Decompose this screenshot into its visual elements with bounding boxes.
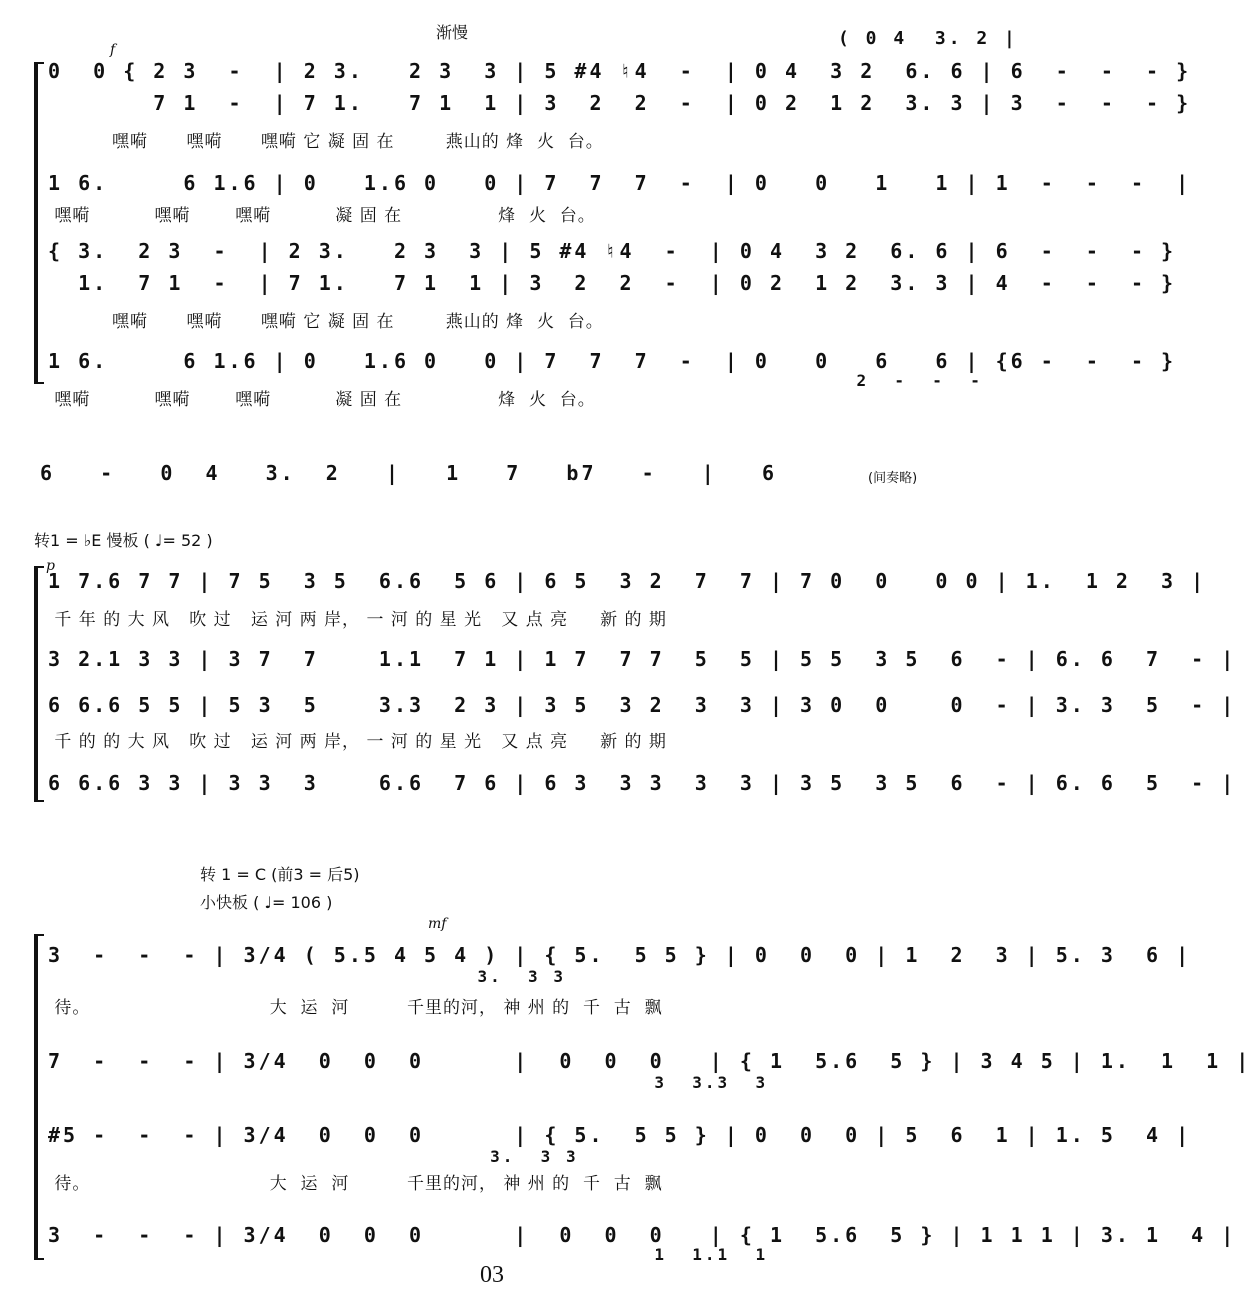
staff-line: 1 1.1 1: [48, 1245, 769, 1264]
staff-line: 1. 7 1 - | 7 1. 7 1 1 | 3 2 2 - | 0 2 1 2 3. 3 | 4 - - - }: [48, 271, 1177, 295]
lyric-line: 嘿嗬 嘿嗬 嘿嗬 凝 固 在 烽 火 台。: [48, 390, 596, 410]
staff-line: 3 3.3 3: [48, 1073, 769, 1092]
staff-line: 7 1 - | 7 1. 7 1 1 | 3 2 2 - | 0 2 1 2 3. 3 | 3 - - - }: [48, 91, 1192, 115]
page-number: 03: [480, 1262, 504, 1288]
staff-line: 3 2.1 3 3 | 3 7 7 1.1 7 1 | 1 7 7 7 5 5 | 5 5 3 5 6 - | 6. 6 7 - |: [48, 647, 1237, 671]
lyric-line: 嘿嗬 嘿嗬 嘿嗬 它 凝 固 在 燕山的 烽 火 台。: [48, 312, 604, 332]
interlude-line: 6 - 0 4 3. 2 | 1 7 b7 - | 6: [40, 461, 778, 485]
system-bracket: [34, 934, 44, 1260]
dynamic-mark: f: [110, 42, 116, 58]
staff-line: 1 6. 6 1.6 | 0 1.6 0 0 | 7 7 7 - | 0 0 6 6 | {6 - - - }: [48, 349, 1177, 373]
lyric-line: 千 的 的 大 风 吹 过 运 河 两 岸， 一 河 的 星 光 又 点 亮 新 的 期: [48, 732, 667, 752]
staff-line: 3 - - - | 3/4 ( 5.5 4 5 4 ) | { 5. 5 5 } | 0 0 0 | 1 2 3 | 5. 3 6 |: [48, 943, 1192, 967]
lyric-line: 嘿嗬 嘿嗬 嘿嗬 它 凝 固 在 燕山的 烽 火 台。: [48, 132, 604, 152]
interlude-note: (间奏略): [868, 471, 918, 486]
staff-line: 7 - - - | 3/4 0 0 0 | 0 0 0 | { 1 5.6 5 } | 3 4 5 | 1. 1 1 |: [48, 1049, 1251, 1073]
staff-line: 3. 3 3: [48, 1147, 579, 1166]
staff-line: 3 - - - | 3/4 0 0 0 | 0 0 0 | { 1 5.6 5 } | 1 1 1 | 3. 1 4 |: [48, 1223, 1237, 1247]
system-bracket: [34, 62, 44, 384]
staff-line: 2 - - -: [48, 371, 983, 390]
dynamic-mark: mf: [428, 916, 447, 932]
staff-line: 6 6.6 3 3 | 3 3 3 6.6 7 6 | 6 3 3 3 3 3 | 3 5 3 5 6 - | 6. 6 5 - |: [48, 771, 1237, 795]
key-change: 转1 = ♭E 慢板 ( ♩= 52 ): [34, 531, 213, 550]
system-bracket: [34, 566, 44, 802]
lyric-line: 待。 大 运 河 千里的河， 神 州 的 千 古 飘: [48, 998, 663, 1018]
staff-line: 3. 3 3: [48, 967, 566, 986]
staff-line: 0 0 { 2 3 - | 2 3. 2 3 3 | 5 #4 ♮4 - | 0 4 3 2 6. 6 | 6 - - - }: [48, 59, 1192, 83]
staff-line: #5 - - - | 3/4 0 0 0 | { 5. 5 5 } | 0 0 0 | 5 6 1 | 1. 5 4 |: [48, 1123, 1192, 1147]
intro-note-box: ( 0 4 3. 2 |: [838, 28, 1018, 49]
staff-line: 1 7.6 7 7 | 7 5 3 5 6.6 5 6 | 6 5 3 2 7 7 | 7 0 0 0 0 | 1. 1 2 3 |: [48, 569, 1207, 593]
staff-line: 6 6.6 5 5 | 5 3 5 3.3 2 3 | 3 5 3 2 3 3 | 3 0 0 0 - | 3. 3 5 - |: [48, 693, 1237, 717]
lyric-line: 待。 大 运 河 千里的河， 神 州 的 千 古 飘: [48, 1174, 663, 1194]
dynamic-mark: p: [46, 558, 55, 574]
staff-line: { 3. 2 3 - | 2 3. 2 3 3 | 5 #4 ♮4 - | 0 4 3 2 6. 6 | 6 - - - }: [48, 239, 1177, 263]
tempo-marking: 小快板 ( ♩= 106 ): [200, 893, 333, 912]
key-change: 转 1 = C (前3 = 后5): [200, 865, 360, 884]
lyric-line: 千 年 的 大 风 吹 过 运 河 两 岸， 一 河 的 星 光 又 点 亮 新 的 期: [48, 610, 667, 630]
lyric-line: 嘿嗬 嘿嗬 嘿嗬 凝 固 在 烽 火 台。: [48, 206, 596, 226]
tempo-marking: 渐慢: [436, 23, 469, 42]
staff-line: 1 6. 6 1.6 | 0 1.6 0 0 | 7 7 7 - | 0 0 1 1 | 1 - - - |: [48, 171, 1192, 195]
